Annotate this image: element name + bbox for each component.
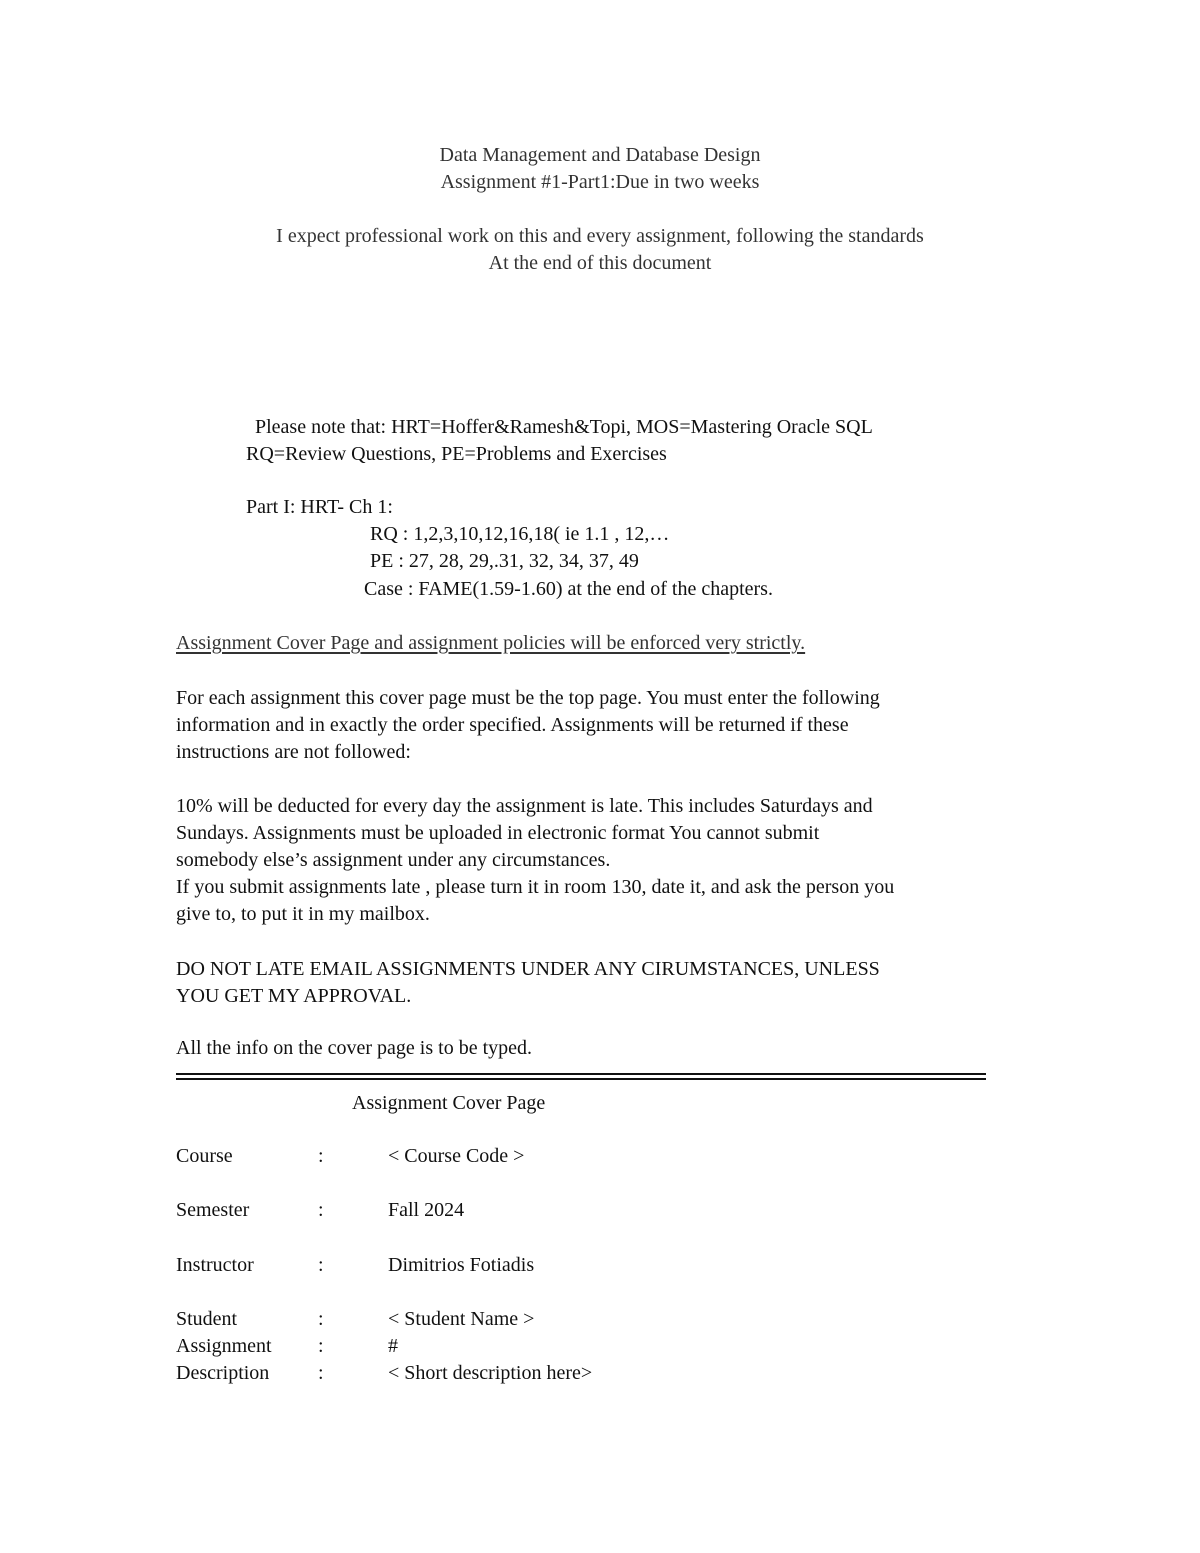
field-colon: : — [318, 1362, 324, 1384]
expectation-line-2: At the end of this document — [488, 252, 712, 274]
field-value: < Student Name > — [388, 1308, 535, 1330]
assignment-line: Assignment #1-Part1:Due in two weeks — [440, 171, 760, 193]
field-value: Dimitrios Fotiadis — [388, 1254, 535, 1276]
policy-paragraph — [176, 685, 1046, 766]
field-colon: : — [318, 1145, 324, 1167]
late-line: give to, to put it in my mailbox. — [176, 903, 430, 925]
field-value: Fall 2024 — [388, 1199, 465, 1221]
part1-case: Case : FAME(1.59-1.60) at the end of the chapters. — [364, 578, 773, 600]
double-rule-divider — [176, 1073, 986, 1080]
field-colon: : — [318, 1335, 324, 1357]
typed-note: All the info on the cover page is to be typed. — [176, 1037, 533, 1059]
field-label: Course — [176, 1145, 233, 1167]
email-paragraph — [176, 956, 1046, 1010]
policy-heading: Assignment Cover Page and assignment policies will be enforced very strictly. — [176, 632, 806, 654]
field-value: < Course Code > — [388, 1145, 525, 1167]
field-label: Assignment — [176, 1335, 272, 1357]
field-label: Instructor — [176, 1254, 254, 1276]
field-value: < Short description here> — [388, 1362, 593, 1384]
late-line: If you submit assignments late , please turn it in room 130, date it, and ask the person you — [176, 876, 895, 898]
field-colon: : — [318, 1308, 324, 1330]
field-value: # — [388, 1335, 398, 1357]
email-line: DO NOT LATE EMAIL ASSIGNMENTS UNDER ANY CIRUMSTANCES, UNLESS — [176, 958, 880, 980]
field-label: Description — [176, 1362, 270, 1384]
field-label: Semester — [176, 1199, 250, 1221]
late-line: somebody else’s assignment under any circumstances. — [176, 849, 611, 871]
notes-line-1: Please note that: HRT=Hoffer&Ramesh&Topi, MOS=Mastering Oracle SQL — [255, 416, 873, 438]
policy-line: information and in exactly the order specified. Assignments will be returned if these — [176, 714, 849, 736]
notes-line-2: RQ=Review Questions, PE=Problems and Exercises — [246, 443, 667, 465]
field-colon: : — [318, 1199, 324, 1221]
late-line: 10% will be deducted for every day the assignment is late. This includes Saturdays and — [176, 795, 873, 817]
field-label: Student — [176, 1308, 238, 1330]
email-line: YOU GET MY APPROVAL. — [176, 985, 412, 1007]
cover-page-title: Assignment Cover Page — [352, 1092, 546, 1114]
part1-rq: RQ : 1,2,3,10,12,16,18( ie 1.1 , 12,… — [370, 523, 670, 545]
policy-line: instructions are not followed: — [176, 741, 411, 763]
policy-line: For each assignment this cover page must be the top page. You must enter the following — [176, 687, 880, 709]
part1-heading: Part I: HRT- Ch 1: — [246, 496, 393, 518]
part1-pe: PE : 27, 28, 29,.31, 32, 34, 37, 49 — [370, 550, 639, 572]
expectation-line-1: I expect professional work on this and every assignment, following the standards — [276, 225, 924, 247]
late-line: Sundays. Assignments must be uploaded in electronic format You cannot submit — [176, 822, 820, 844]
late-paragraph — [176, 793, 1046, 928]
field-colon: : — [318, 1254, 324, 1276]
course-title: Data Management and Database Design — [439, 144, 761, 166]
